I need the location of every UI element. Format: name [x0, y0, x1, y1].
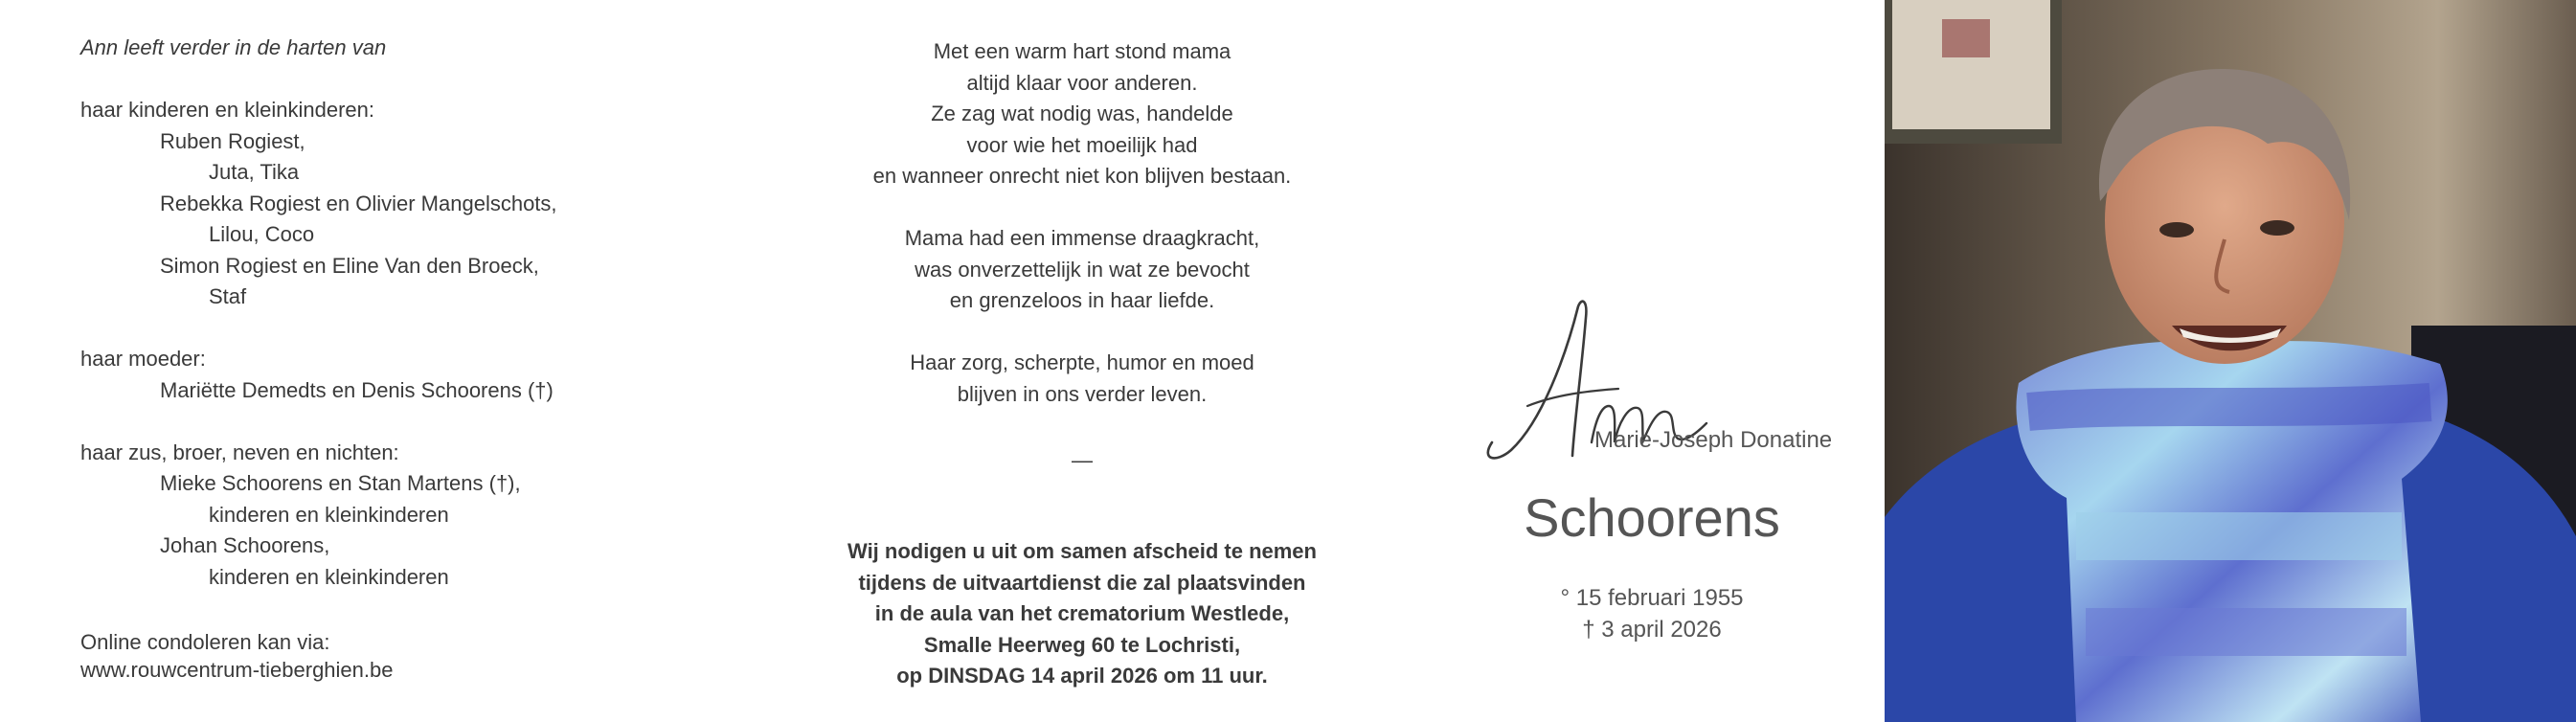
- poem-line: Haar zorg, scherpte, humor en moed: [910, 350, 1254, 374]
- grandchildren-names: Staf: [209, 284, 247, 308]
- child-name: Ruben Rogiest,: [160, 128, 305, 153]
- poem-line: Mama had een immense draagkracht,: [904, 226, 1260, 250]
- grandchildren-names: Juta, Tika: [209, 160, 300, 184]
- remembrance-heading: Ann leeft verder in de harten van: [80, 35, 387, 59]
- poem-line: was onverzettelijk in wat ze bevocht: [915, 257, 1250, 282]
- invitation-line: tijdens de uitvaartdienst die zal plaatsvinden: [858, 570, 1306, 595]
- poem-line: blijven in ons verder leven.: [957, 381, 1208, 406]
- invitation-line: Wij nodigen u uit om samen afscheid te nemen: [847, 539, 1317, 563]
- sibling-name: Mieke Schoorens en Stan Martens (†),: [160, 471, 521, 495]
- invitation-line: in de aula van het crematorium Westlede,: [874, 601, 1290, 625]
- poem-line: en wanneer onrecht niet kon blijven bestaan.: [872, 164, 1292, 188]
- middle-names: Marie-Joseph Donatine: [1594, 427, 1833, 453]
- condolence-link[interactable]: www.rouwcentrum-tieberghien.be: [80, 658, 394, 682]
- portrait-illustration: [1885, 0, 2576, 722]
- funeral-invitation: [814, 536, 1350, 692]
- invitation-line: Smalle Heerweg 60 te Lochristi,: [923, 632, 1241, 657]
- poem: [814, 36, 1350, 410]
- poem-line: altijd klaar voor anderen.: [966, 70, 1198, 95]
- poem-line: voor wie het moeilijk had: [966, 132, 1198, 157]
- life-dates: [1475, 582, 1829, 645]
- children-heading: haar kinderen en kleinkinderen:: [80, 98, 374, 122]
- child-name: Rebekka Rogiest en Olivier Mangelschots,: [160, 191, 557, 215]
- surname: Schoorens: [1524, 487, 1780, 548]
- poem-line: Ze zag wat nodig was, handelde: [931, 102, 1233, 125]
- mother-heading: haar moeder:: [80, 347, 206, 371]
- condolence-label: Online condoleren kan via:: [80, 630, 330, 654]
- child-name: Simon Rogiest en Eline Van den Broeck,: [160, 253, 539, 278]
- separator-dash: —: [1072, 448, 1093, 472]
- family-list: [80, 33, 789, 593]
- sibling-family: kinderen en kleinkinderen: [209, 564, 449, 589]
- poem-line: en grenzeloos in haar liefde.: [949, 288, 1215, 312]
- siblings-heading: haar zus, broer, neven en nichten:: [80, 440, 399, 464]
- death-date: † 3 april 2026: [1582, 617, 1722, 643]
- invitation-line: op DINSDAG 14 april 2026 om 11 uur.: [896, 664, 1268, 688]
- sibling-name: Johan Schoorens,: [160, 533, 330, 557]
- poem-line: Met een warm hart stond mama: [933, 39, 1232, 63]
- portrait-photo: [1885, 0, 2576, 722]
- birth-date: ° 15 februari 1955: [1560, 585, 1744, 611]
- sibling-family: kinderen en kleinkinderen: [209, 502, 449, 527]
- condolence-info: [80, 628, 394, 684]
- grandchildren-names: Lilou, Coco: [209, 222, 315, 246]
- mother-names: Mariëtte Demedts en Denis Schoorens (†): [160, 377, 554, 402]
